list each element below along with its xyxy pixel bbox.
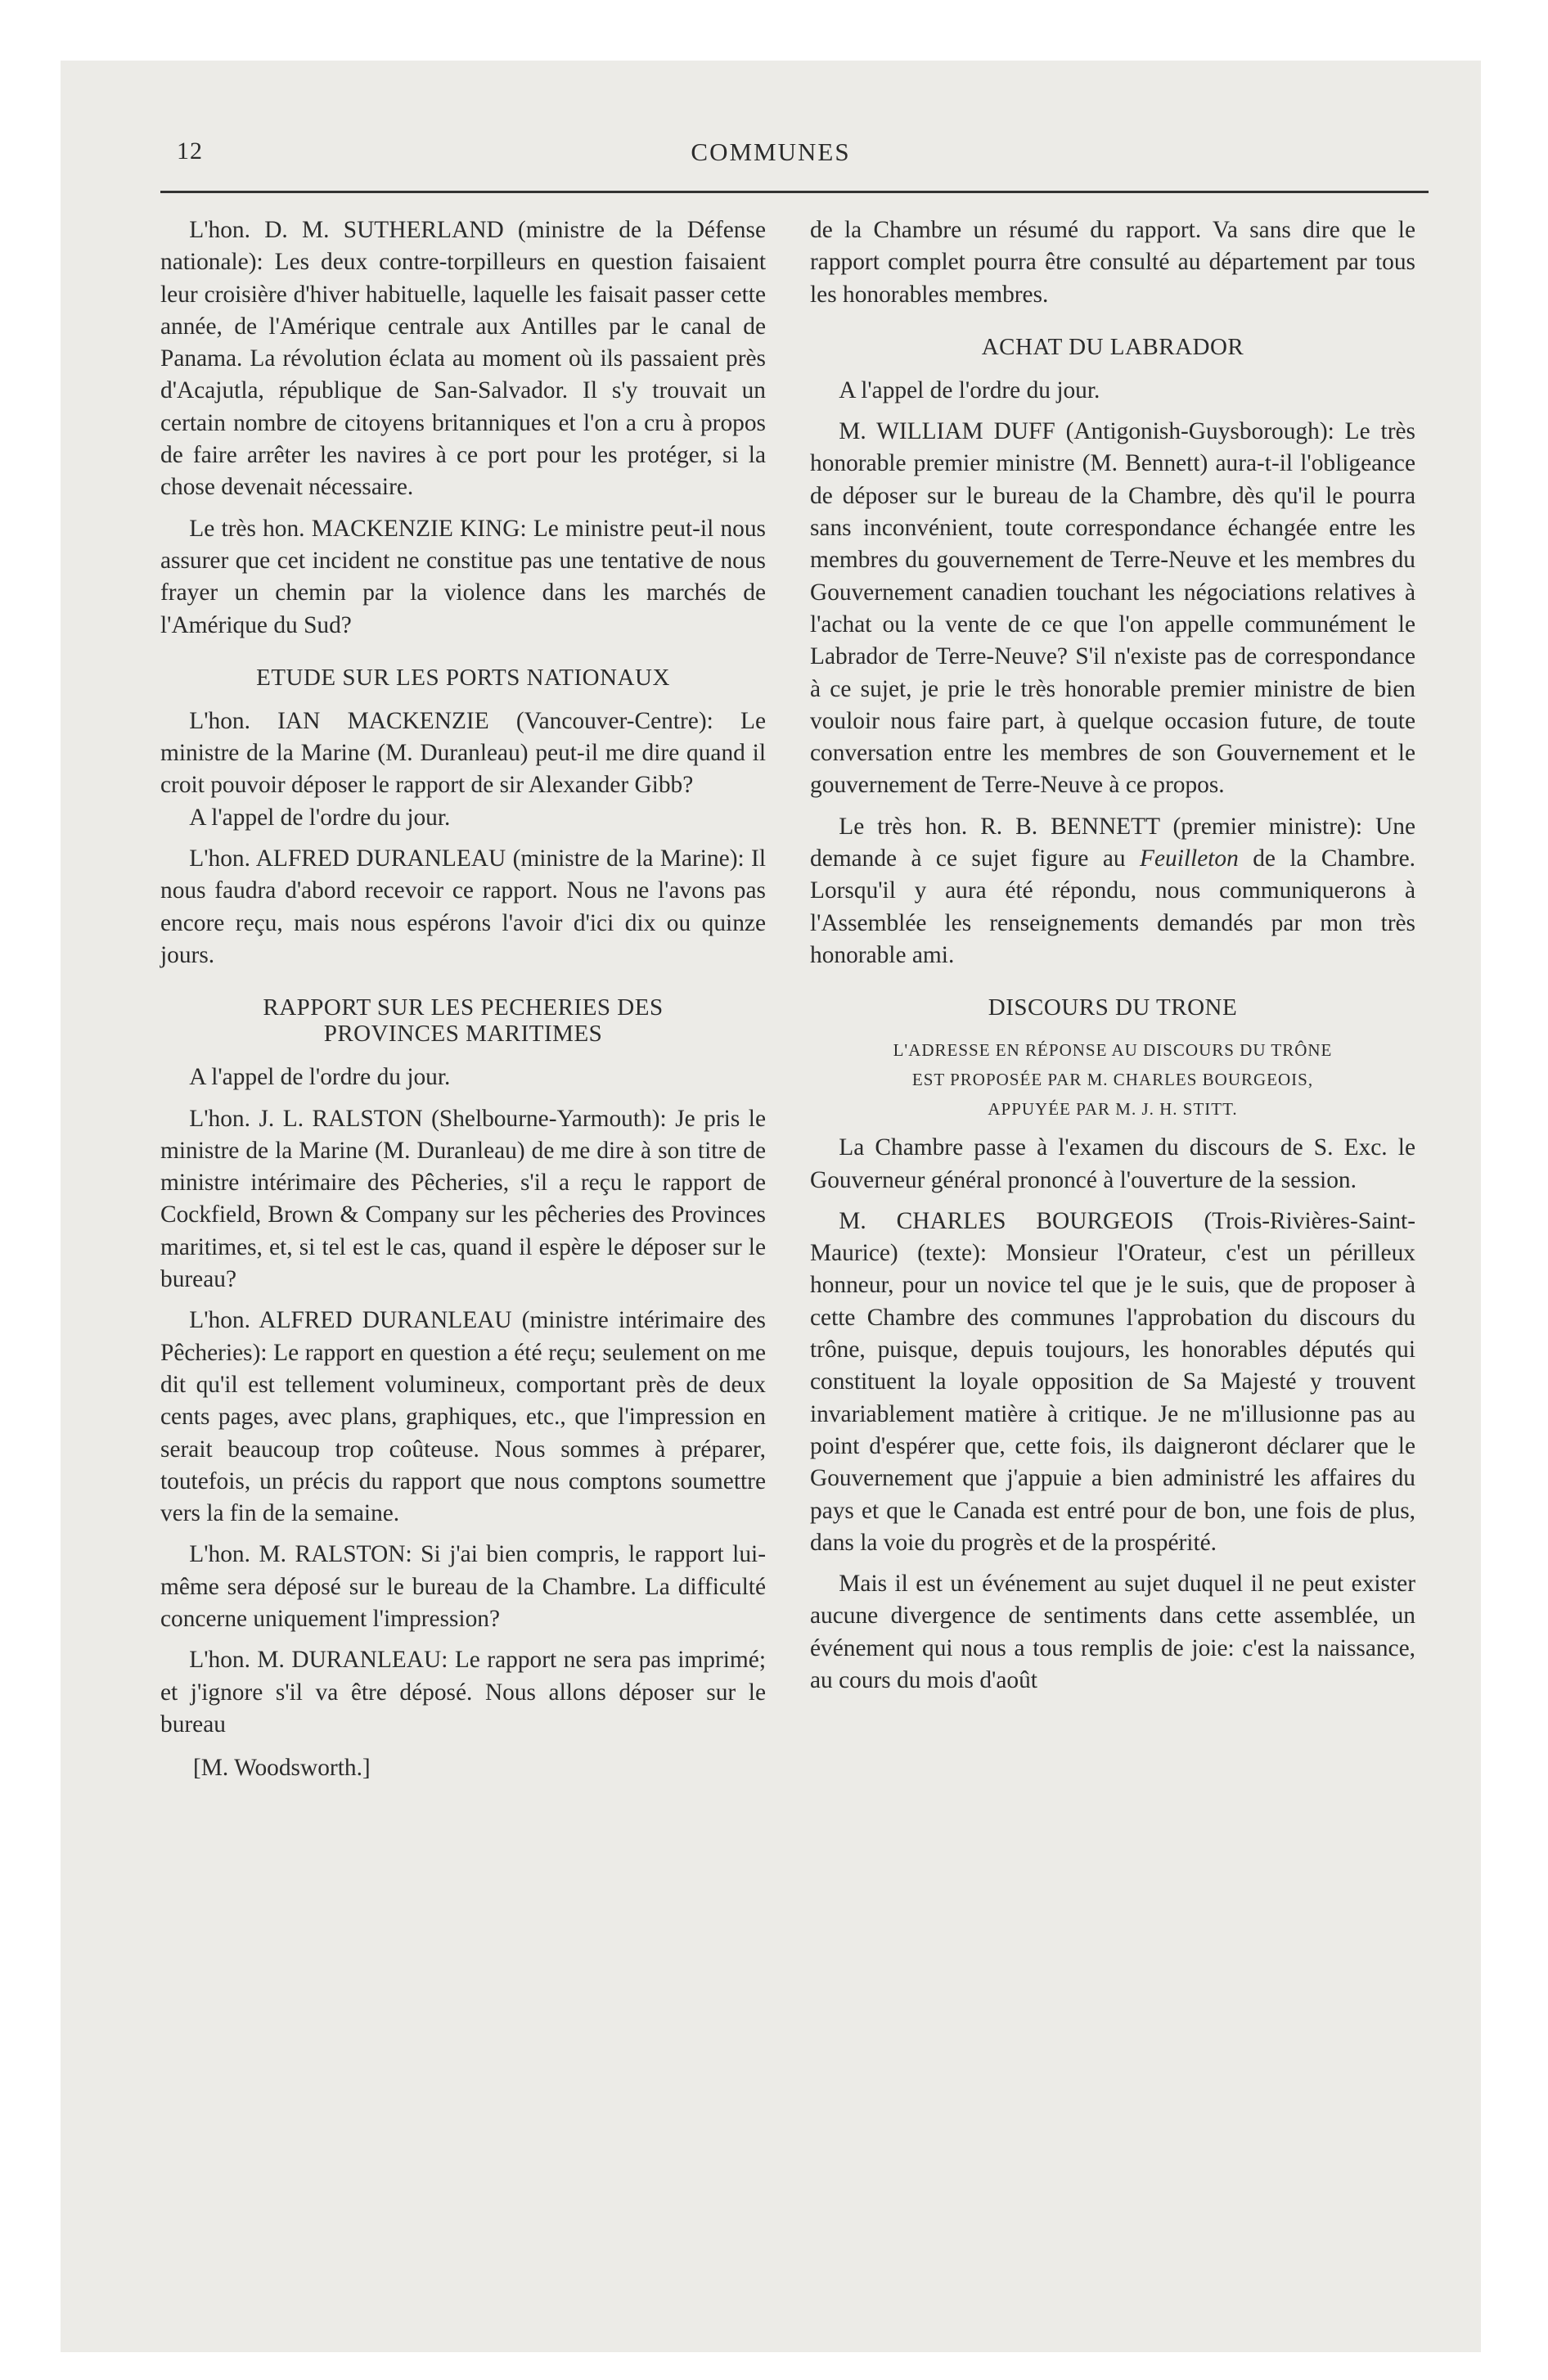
paragraph: L'hon. ALFRED DURANLEAU (ministre intérimaire des Pêcheries): Le rapport en question a été reçu; seulement on me dit qu'il est tellement volumineux, comportant près de deux cents pages, avec plans, graphiques, etc., que l'impression en serait beaucoup trop coûteuse. Nous sommes à préparer, toutefois, un précis du rapport que nous comptons soumettre vers la fin de la semaine. <box>160 1307 766 1527</box>
paragraph: L'hon. M. RALSTON: Si j'ai bien compris, le rapport lui-même sera déposé sur le bureau de la Chambre. La difficulté concerne uniquement l'impression? <box>160 1541 766 1632</box>
paragraph: de la Chambre un résumé du rapport. Va sans dire que le rapport complet pourra être consulté au département par tous les honorables membres. <box>810 217 1415 308</box>
paragraph <box>810 811 1415 971</box>
paragraph: M. CHARLES BOURGEOIS (Trois-Rivières-Saint-Maurice) (texte): Monsieur l'Orateur, c'est un périlleux honneur, pour un novice tel que je le suis, que de proposer à cette Chambre des communes l'approbation du discours du trône, puisque, depuis toujours, les honorables députés qui constituent la loyale opposition de Sa Majesté y trouvent invariablement matière à critique. Je ne m'illusionne pas au point d'espérer que, cette fois, ils daigneront déclarer que le Gouvernement que j'appuie a bien administré les affaires du pays et que le Canada est entré pour de bon, une fois de plus, dans la voie du progrès et de la prospérité. <box>810 1207 1415 1556</box>
feuilleton-italic: Feuilleton <box>1140 845 1239 872</box>
paragraph: L'hon. IAN MACKENZIE (Vancouver-Centre): Le ministre de la Marine (M. Duranleau) peut-il me dire quand il croit pouvoir déposer le rapport de sir Alexander Gibb? <box>160 707 766 799</box>
motion-caption <box>810 1035 1415 1124</box>
paragraph: L'hon. M. DURANLEAU: Le rapport ne sera pas imprimé; et j'ignore s'il va être déposé. Nous allons déposer sur le bureau <box>160 1647 766 1738</box>
paragraph: Mais il est un événement au sujet duquel il ne peut exister aucune divergence de sentiments dans cette assemblée, un événement qui nous a tous remplis de joie: c'est la naissance, au cours du mois d'août <box>810 1571 1415 1693</box>
paragraph: Le très hon. MACKENZIE KING: Le ministre peut-il nous assurer que cet incident ne constitue pas une tentative de nous frayer un chemin par la violence dans les marchés de l'Amérique du Sud? <box>160 515 766 638</box>
paragraph: L'hon. ALFRED DURANLEAU (ministre de la Marine): Il nous faudra d'abord recevoir ce rapport. Nous ne l'avons pas encore reçu, mais nous espérons l'avoir d'ici dix ou quinze jours. <box>160 845 766 968</box>
section-heading: DISCOURS DU TRONE <box>988 994 1238 1021</box>
motion-caption-line: EST PROPOSÉE PAR M. CHARLES BOURGEOIS, <box>911 1070 1314 1090</box>
paragraph: A l'appel de l'ordre du jour. <box>839 376 1100 403</box>
paragraph: M. WILLIAM DUFF (Antigonish-Guysborough): Le très honorable premier ministre (M. Bennett) aura-t-il l'obligeance de déposer sur le bureau de la Chambre, dès qu'il le pourra sans inconvénient, toute correspondance échangée entre les membres du gouvernement de Terre-Neuve et les membres du Gouvernement canadien touchant les négociations relatives à l'achat ou la vente de ce que l'on appelle communément le Labrador de Terre-Neuve? S'il n'existe pas de correspondance à ce sujet, je prie le très honorable premier ministre de bien vouloir nous faire part, à quelque occasion future, de toute conversation entre les membres de son Gouvernement et le gouvernement de Terre-Neuve à ce propos. <box>810 418 1415 799</box>
right-column <box>810 214 1415 1706</box>
left-column <box>160 214 766 1784</box>
section-heading: ACHAT DU LABRADOR <box>981 333 1244 360</box>
section-heading-line: RAPPORT SUR LES PECHERIES DES <box>263 994 664 1021</box>
section-heading: ETUDE SUR LES PORTS NATIONAUX <box>256 664 670 691</box>
paragraph: A l'appel de l'ordre du jour. <box>189 804 451 831</box>
header-rule <box>160 191 1429 193</box>
section-heading-line: PROVINCES MARITIMES <box>323 1021 603 1048</box>
running-title: COMMUNES <box>691 137 851 166</box>
motion-caption-line: L'ADRESSE EN RÉPONSE AU DISCOURS DU TRÔNE <box>893 1040 1333 1061</box>
section-heading <box>160 994 766 1047</box>
speaker-note: [M. Woodsworth.] <box>193 1755 371 1782</box>
page-header <box>113 137 1429 170</box>
motion-caption-line: APPUYÉE PAR M. J. H. STITT. <box>988 1099 1238 1120</box>
page-number: 12 <box>177 137 203 165</box>
paragraph: La Chambre passe à l'examen du discours de S. Exc. le Gouverneur général prononcé à l'ouverture de la session. <box>810 1134 1415 1193</box>
paragraph: L'hon. J. L. RALSTON (Shelbourne-Yarmouth): Je pris le ministre de la Marine (M. Duranleau) de me dire à son titre de ministre intérimaire des Pêcheries, s'il a reçu le rapport de Cockfield, Brown & Company sur les pêcheries des Provinces maritimes, et, si tel est le cas, quand il espère le déposer sur le bureau? <box>160 1105 766 1293</box>
paragraph-text: Le très hon. R. B. BENNETT (premier ministre): Une demande à ce sujet figure au <box>810 813 1415 872</box>
paragraph: L'hon. D. M. SUTHERLAND (ministre de la Défense nationale): Les deux contre-torpilleurs en question faisaient leur croisière d'hiver habituelle, laquelle les faisait passer cette année, de l'Amérique centrale aux Antilles par le canal de Panama. La révolution éclata au moment où ils passaient près d'Acajutla, république de San-Salvador. Il s'y trouvait un certain nombre de citoyens britanniques et l'on a cru à propos de faire arrêter les navires à ce port pour les protéger, si la chose devenait nécessaire. <box>160 217 766 501</box>
paragraph: A l'appel de l'ordre du jour. <box>189 1064 451 1091</box>
paragraph-text: de la Chambre. Lorsqu'il y aura été répondu, nous communiquerons à l'Assemblée les renseignements demandés par mon très honorable ami. <box>810 845 1416 968</box>
